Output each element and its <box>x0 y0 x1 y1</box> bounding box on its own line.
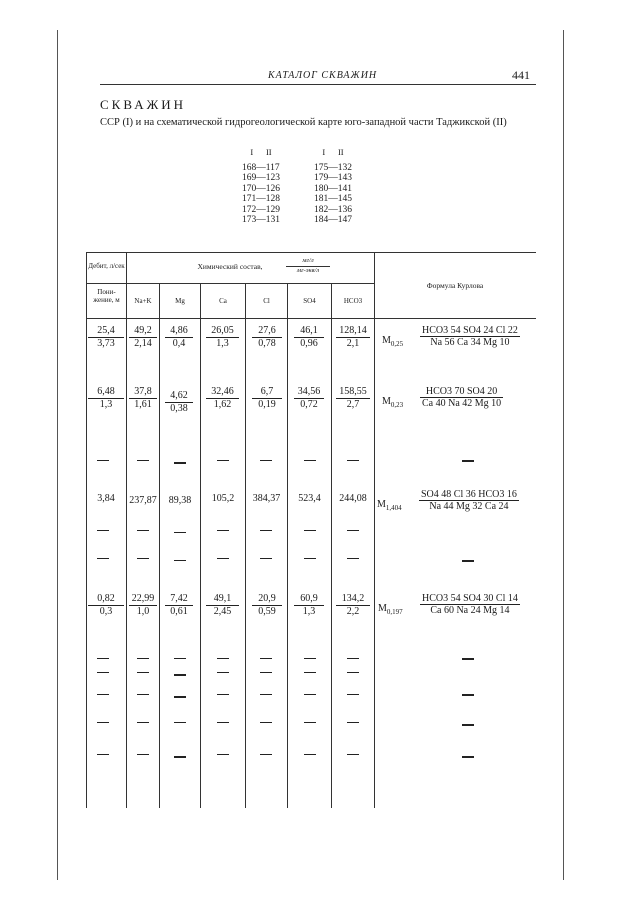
empty-dash <box>174 532 186 533</box>
empty-dash <box>347 558 359 559</box>
empty-dash <box>462 460 474 462</box>
col-rule <box>374 252 375 808</box>
empty-dash <box>137 722 149 723</box>
col-header-hco3: HCO3 <box>343 297 363 305</box>
value-cell: $\frac{4,86}{0,4}$ <box>165 325 193 350</box>
empty-dash <box>217 530 229 531</box>
composition-subrule <box>126 283 374 284</box>
value-cell: 105,2 <box>211 493 235 504</box>
value-cell: $\frac{4,62}{0,38}$ <box>165 390 193 415</box>
value-cell: $\frac{20,9}{0,59}$ <box>252 593 282 618</box>
empty-dash <box>304 658 316 659</box>
empty-dash <box>260 694 272 695</box>
empty-dash <box>217 658 229 659</box>
left-page-edge <box>57 30 58 880</box>
empty-dash <box>304 530 316 531</box>
index-right-header: I II <box>322 147 344 157</box>
empty-dash <box>97 694 109 695</box>
empty-dash <box>174 560 186 561</box>
col-rule <box>245 283 246 808</box>
empty-dash <box>347 722 359 723</box>
empty-dash <box>260 530 272 531</box>
empty-dash <box>174 696 186 698</box>
empty-dash <box>304 558 316 559</box>
empty-dash <box>97 672 109 673</box>
empty-dash <box>97 530 109 531</box>
empty-dash <box>97 460 109 461</box>
empty-dash <box>304 460 316 461</box>
empty-dash <box>174 658 186 659</box>
empty-dash <box>137 530 149 531</box>
empty-dash <box>347 530 359 531</box>
empty-dash <box>462 658 474 660</box>
empty-dash <box>347 672 359 673</box>
index-table-right <box>314 147 352 226</box>
header-rule <box>100 84 536 85</box>
table-head-rule <box>86 318 536 319</box>
debit-cell: $\frac{25,4}{3,73}$ <box>88 325 124 350</box>
empty-dash <box>97 658 109 659</box>
empty-dash <box>174 756 186 758</box>
empty-dash <box>174 674 186 676</box>
index-row: 172—129 <box>242 204 280 215</box>
empty-dash <box>304 722 316 723</box>
empty-dash <box>137 558 149 559</box>
running-header: КАТАЛОГ СКВАЖИН <box>268 70 378 81</box>
empty-dash <box>137 694 149 695</box>
index-left-header: I II <box>250 147 272 157</box>
empty-dash <box>174 462 186 464</box>
kurlov-header: Формула Курлова <box>426 281 484 290</box>
value-cell: $\frac{27,6}{0,78}$ <box>252 325 282 350</box>
empty-dash <box>304 754 316 755</box>
unit-bottom: мг-экв/л <box>296 267 320 274</box>
value-cell: $\frac{158,55}{2,7}$ <box>336 386 370 411</box>
empty-dash <box>260 658 272 659</box>
col-header-ca: Ca <box>219 297 227 305</box>
col-rule <box>200 283 201 808</box>
empty-dash <box>260 558 272 559</box>
empty-dash <box>260 460 272 461</box>
index-row: 184—147 <box>314 215 352 225</box>
col-rule <box>287 283 288 808</box>
empty-dash <box>97 558 109 559</box>
debit-cell: $\frac{0,82}{0,3}$ <box>88 593 124 618</box>
empty-dash <box>217 722 229 723</box>
col-rule <box>159 283 160 808</box>
col-rule <box>126 252 127 808</box>
value-cell: $\frac{128,14}{2,1}$ <box>336 325 370 350</box>
debit-header: Дебит, л/сек <box>88 262 125 270</box>
section-title: СКВАЖИН <box>100 97 187 112</box>
value-cell: $\frac{34,56}{0,72}$ <box>294 386 324 411</box>
empty-dash <box>347 658 359 659</box>
table-top-rule <box>86 252 536 253</box>
value-cell: $\frac{49,1}{2,45}$ <box>206 593 239 618</box>
index-row: 168—117 <box>242 162 280 173</box>
empty-dash <box>137 672 149 673</box>
empty-dash <box>462 756 474 758</box>
empty-dash <box>260 672 272 673</box>
index-row: 171—128 <box>242 194 280 204</box>
empty-dash <box>217 694 229 695</box>
table-left-rule <box>86 252 87 808</box>
value-cell: $\frac{7,42}{0,61}$ <box>165 593 193 618</box>
empty-dash <box>347 754 359 755</box>
empty-dash <box>260 722 272 723</box>
empty-dash <box>97 754 109 755</box>
col-header-na-k: Na+K <box>134 297 152 305</box>
debit-cell: 3,84 <box>97 493 115 504</box>
empty-dash <box>304 694 316 695</box>
index-row: 170—126 <box>242 183 280 194</box>
col-header-mg: Mg <box>175 297 185 305</box>
value-cell: 244,08 <box>339 493 367 504</box>
section-caption: ССР (I) и на схематической гидрогеологической карте юго-западной части Таджикской (II) <box>100 117 507 128</box>
value-cell: $\frac{60,9}{1,3}$ <box>294 593 324 618</box>
drawdown-header: Пони-жение, м <box>93 288 120 304</box>
col-rule <box>331 283 332 808</box>
index-row: 181—145 <box>314 194 352 204</box>
value-cell: $\frac{22,99}{1,0}$ <box>129 593 157 618</box>
debit-cell: $\frac{6,48}{1,3}$ <box>88 386 124 411</box>
value-cell: $\frac{6,7}{0,19}$ <box>252 386 282 411</box>
value-cell: $\frac{26,05}{1,3}$ <box>206 325 239 350</box>
empty-dash <box>217 460 229 461</box>
debit-subrule <box>86 283 126 284</box>
empty-dash <box>347 694 359 695</box>
value-cell: $\frac{134,2}{2,2}$ <box>336 593 370 618</box>
empty-dash <box>217 672 229 673</box>
empty-dash <box>137 754 149 755</box>
empty-dash <box>137 460 149 461</box>
composition-header: Химический состав, <box>197 262 263 271</box>
empty-dash <box>347 460 359 461</box>
empty-dash <box>260 754 272 755</box>
empty-dash <box>462 724 474 726</box>
empty-dash <box>217 754 229 755</box>
empty-dash <box>304 672 316 673</box>
value-cell: $\frac{46,1}{0,96}$ <box>294 325 324 350</box>
col-header-cl: Cl <box>263 297 270 305</box>
value-cell: 384,37 <box>252 493 281 504</box>
index-row: 182—136 <box>314 204 352 215</box>
empty-dash <box>462 694 474 696</box>
index-row: 175—132 <box>314 162 352 173</box>
index-table-left <box>242 147 280 226</box>
index-row: 179—143 <box>314 173 352 183</box>
empty-dash <box>462 560 474 562</box>
value-cell: $\frac{32,46}{1,62}$ <box>206 386 239 411</box>
value-cell: 523,4 <box>298 493 321 504</box>
empty-dash <box>174 722 186 723</box>
col-header-so4: SO4 <box>303 297 316 305</box>
empty-dash <box>217 558 229 559</box>
right-page-edge <box>563 30 564 880</box>
value-cell: $\frac{37,8}{1,61}$ <box>129 386 157 411</box>
value-cell: 237,87 <box>129 495 157 506</box>
value-cell: 89,38 <box>168 495 192 506</box>
index-row: 180—141 <box>314 183 352 194</box>
index-row: 173—131 <box>242 215 280 225</box>
empty-dash <box>137 658 149 659</box>
unit-top: мг/л <box>302 257 314 264</box>
index-row: 169—123 <box>242 173 280 183</box>
value-cell: $\frac{49,2}{2,14}$ <box>129 325 157 350</box>
page-number: 441 <box>512 68 530 82</box>
empty-dash <box>97 722 109 723</box>
